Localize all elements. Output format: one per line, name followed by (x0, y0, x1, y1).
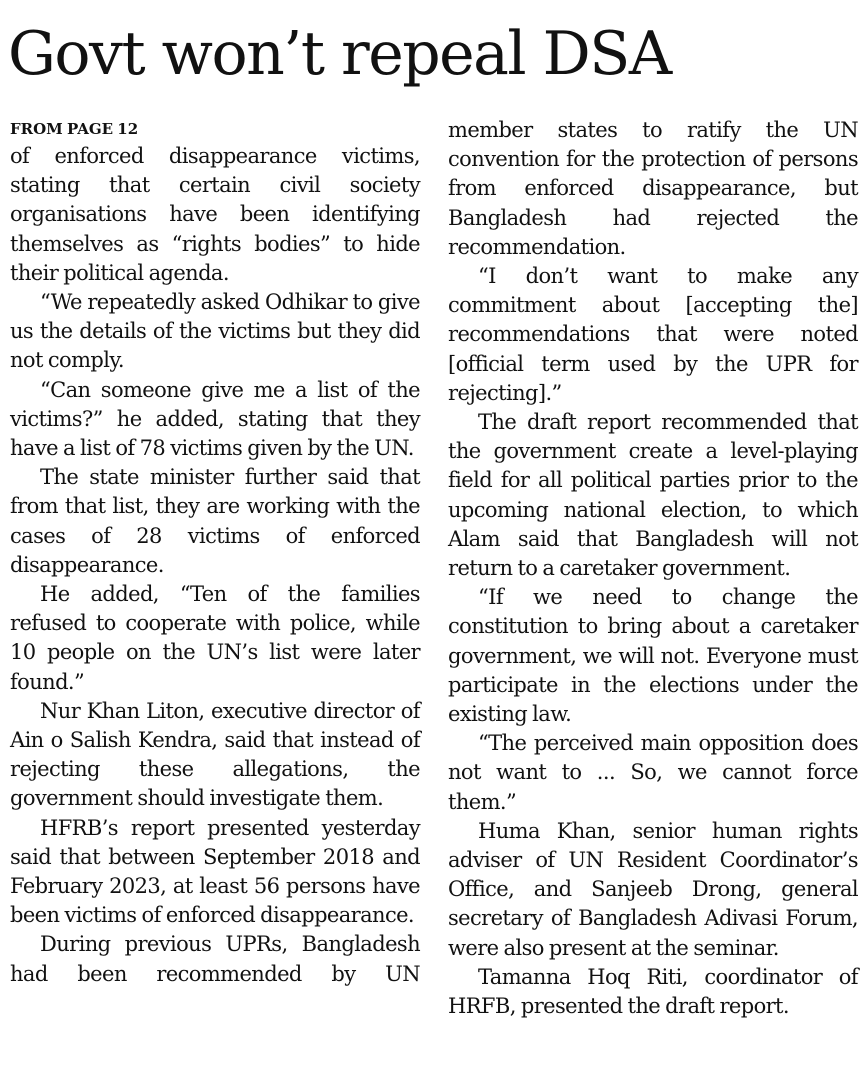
paragraph: Tamanna Hoq Riti, coordinator of HRFB, presented the draft report. (448, 964, 858, 1019)
paragraph: The draft report recommended that the government create a level-playing field for all political parties prior to the upcoming national election, to which Alam said that Bangladesh will not return to a caretaker government. (448, 410, 858, 581)
paragraph: He added, “Ten of the families refused to cooperate with police, while 10 people on the UN’s list were later found.” (10, 582, 420, 694)
jump-line: FROM PAGE 12 (10, 120, 139, 138)
paragraph: “If we need to change the constitution to bring about a caretaker government, we will not. Everyone must participate in the elections under the existing law. (448, 585, 858, 727)
paragraph: Nur Khan Liton, executive director of Ain o Salish Kendra, said that instead of rejecting these allegations, the government should investigate them. (10, 698, 420, 811)
article-column-right (448, 116, 858, 1021)
paragraph: “We repeatedly asked Odhikar to give us the details of the victims but they did not comply. (10, 290, 420, 373)
paragraph: “The perceived main opposition does not want to ... So, we cannot force them.” (448, 731, 858, 814)
article-column-left (10, 116, 420, 989)
paragraph: HFRB’s report presented yesterday said that between September 2018 and February 2023, at least 56 persons have been victims of enforced disappearance. (10, 815, 420, 928)
paragraph: “Can someone give me a list of the victims?” he added, stating that they have a list of 78 victims given by the UN. (10, 377, 420, 461)
paragraph: The state minister further said that from that list, they are working with the cases of 28 victims of enforced disappearance. (10, 465, 420, 577)
paragraph: During previous UPRs, Bangladesh had been recommended by UN (10, 932, 420, 986)
headline: Govt won’t repeal DSA (8, 19, 671, 89)
paragraph: of enforced disappearance victims, stating that certain civil society organisations have been identifying themselves as “rights bodies” to hide their political agenda. (10, 144, 420, 285)
paragraph: member states to ratify the UN convention for the protection of persons from enforced disappearance, but Bangladesh had rejected the recommendation. (448, 118, 858, 259)
paragraph: “I don’t want to make any commitment about [accepting the] recommendations that were noted [official term used by the UPR for rejecting].” (448, 264, 858, 405)
paragraph: Huma Khan, senior human rights adviser of UN Resident Coordinator’s Office, and Sanjeeb Drong, general secretary of Bangladesh Adivasi Forum, were also present at the seminar. (448, 818, 858, 960)
